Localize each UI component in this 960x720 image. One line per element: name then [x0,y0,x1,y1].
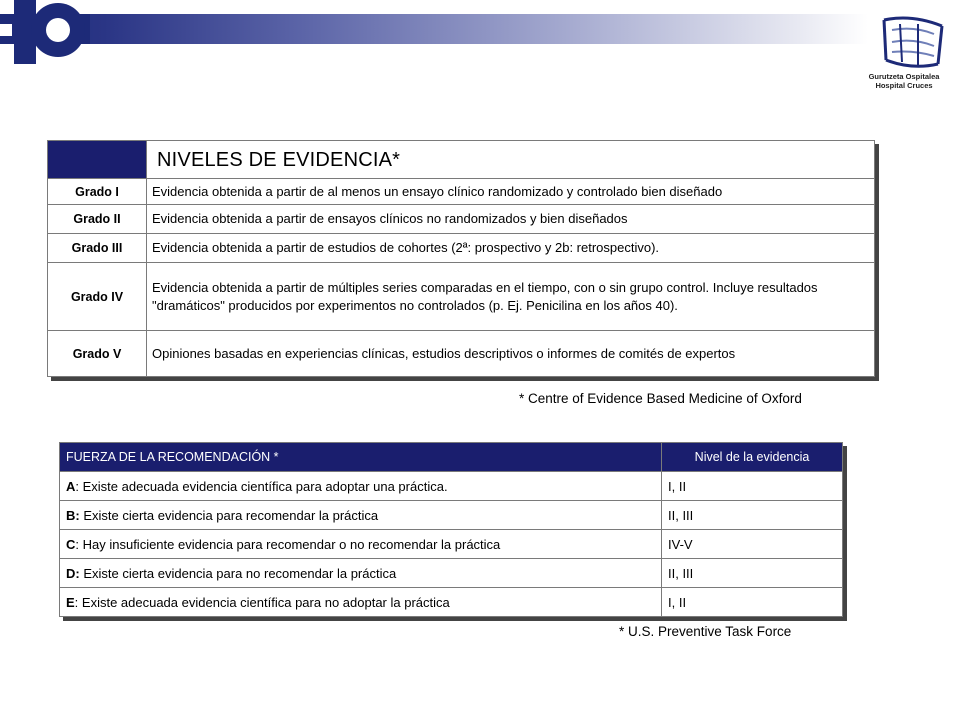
table-row [60,501,843,530]
evidence-table-header [48,141,875,179]
description-cell: Opiniones basadas en experiencias clínicas, estudios descriptivos o informes de comités de expertos [147,331,875,377]
recommendation-text: Existe cierta evidencia para no recomendar la práctica [79,565,397,581]
recommendation-letter: C [66,536,76,552]
table-row [48,234,875,263]
recommendation-cell [60,559,662,588]
table-row [48,179,875,205]
grade-cell: Grado IV [48,263,147,331]
recommendation-strength-table [59,442,843,617]
grade-cell: Grado I [48,179,147,205]
level-cell: IV-V [662,530,843,559]
level-cell: II, III [662,501,843,530]
corner-logo-icon [0,0,90,64]
description-cell: Evidencia obtenida a partir de múltiples series comparadas en el tiempo, con o sin grupo control. Incluye resultados "dramáticos" producidos por experimentos no controlados (p. Ej. Penicilina en los años 40). [147,263,875,331]
recommendation-cell [60,588,662,617]
recommendation-cell [60,530,662,559]
level-cell: I, II [662,472,843,501]
description-cell: Evidencia obtenida a partir de estudios de cohortes (2ª: prospectivo y 2b: retrospectivo). [147,234,875,263]
recommendation-letter: B: [66,507,80,523]
table-row [60,530,843,559]
grade-cell: Grado V [48,331,147,377]
strength-header: FUERZA DE LA RECOMENDACIÓN * [60,443,662,472]
table-row [60,472,843,501]
recommendation-letter: D: [66,565,80,581]
hospital-name-line2: Hospital Cruces [875,81,933,90]
recommendation-letter: A [66,478,76,494]
recommendation-text: : Existe adecuada evidencia científica para adoptar una práctica. [75,478,448,494]
recommendation-table-header [60,443,843,472]
hospital-name [848,72,960,90]
table-row [48,331,875,377]
recommendation-text: : Hay insuficiente evidencia para recomendar o no recomendar la práctica [75,536,501,552]
recommendation-text: Existe cierta evidencia para recomendar la práctica [79,507,379,523]
recommendation-letter: E [66,594,75,610]
table-row [48,205,875,234]
description-cell: Evidencia obtenida a partir de al menos un ensayo clínico randomizado y controlado bien diseñado [147,179,875,205]
evidence-footnote: * Centre of Evidence Based Medicine of Oxford [519,391,802,406]
recommendation-footnote: * U.S. Preventive Task Force [619,624,792,639]
table-row [48,263,875,331]
recommendation-cell [60,501,662,530]
table-row [60,588,843,617]
evidence-table-title: NIVELES DE EVIDENCIA* [147,141,875,179]
table-row [60,559,843,588]
recommendation-cell [60,472,662,501]
evidence-levels-table [47,140,875,377]
header-dark-cell [48,141,147,179]
grade-cell: Grado III [48,234,147,263]
recommendation-text: : Existe adecuada evidencia científica para no adoptar la práctica [74,594,450,610]
level-header: Nivel de la evidencia [662,443,843,472]
description-cell: Evidencia obtenida a partir de ensayos clínicos no randomizados y bien diseñados [147,205,875,234]
level-cell: II, III [662,559,843,588]
level-cell: I, II [662,588,843,617]
hospital-name-line1: Gurutzeta Ospitalea [868,72,940,81]
header-banner [0,14,868,44]
grade-cell: Grado II [48,205,147,234]
